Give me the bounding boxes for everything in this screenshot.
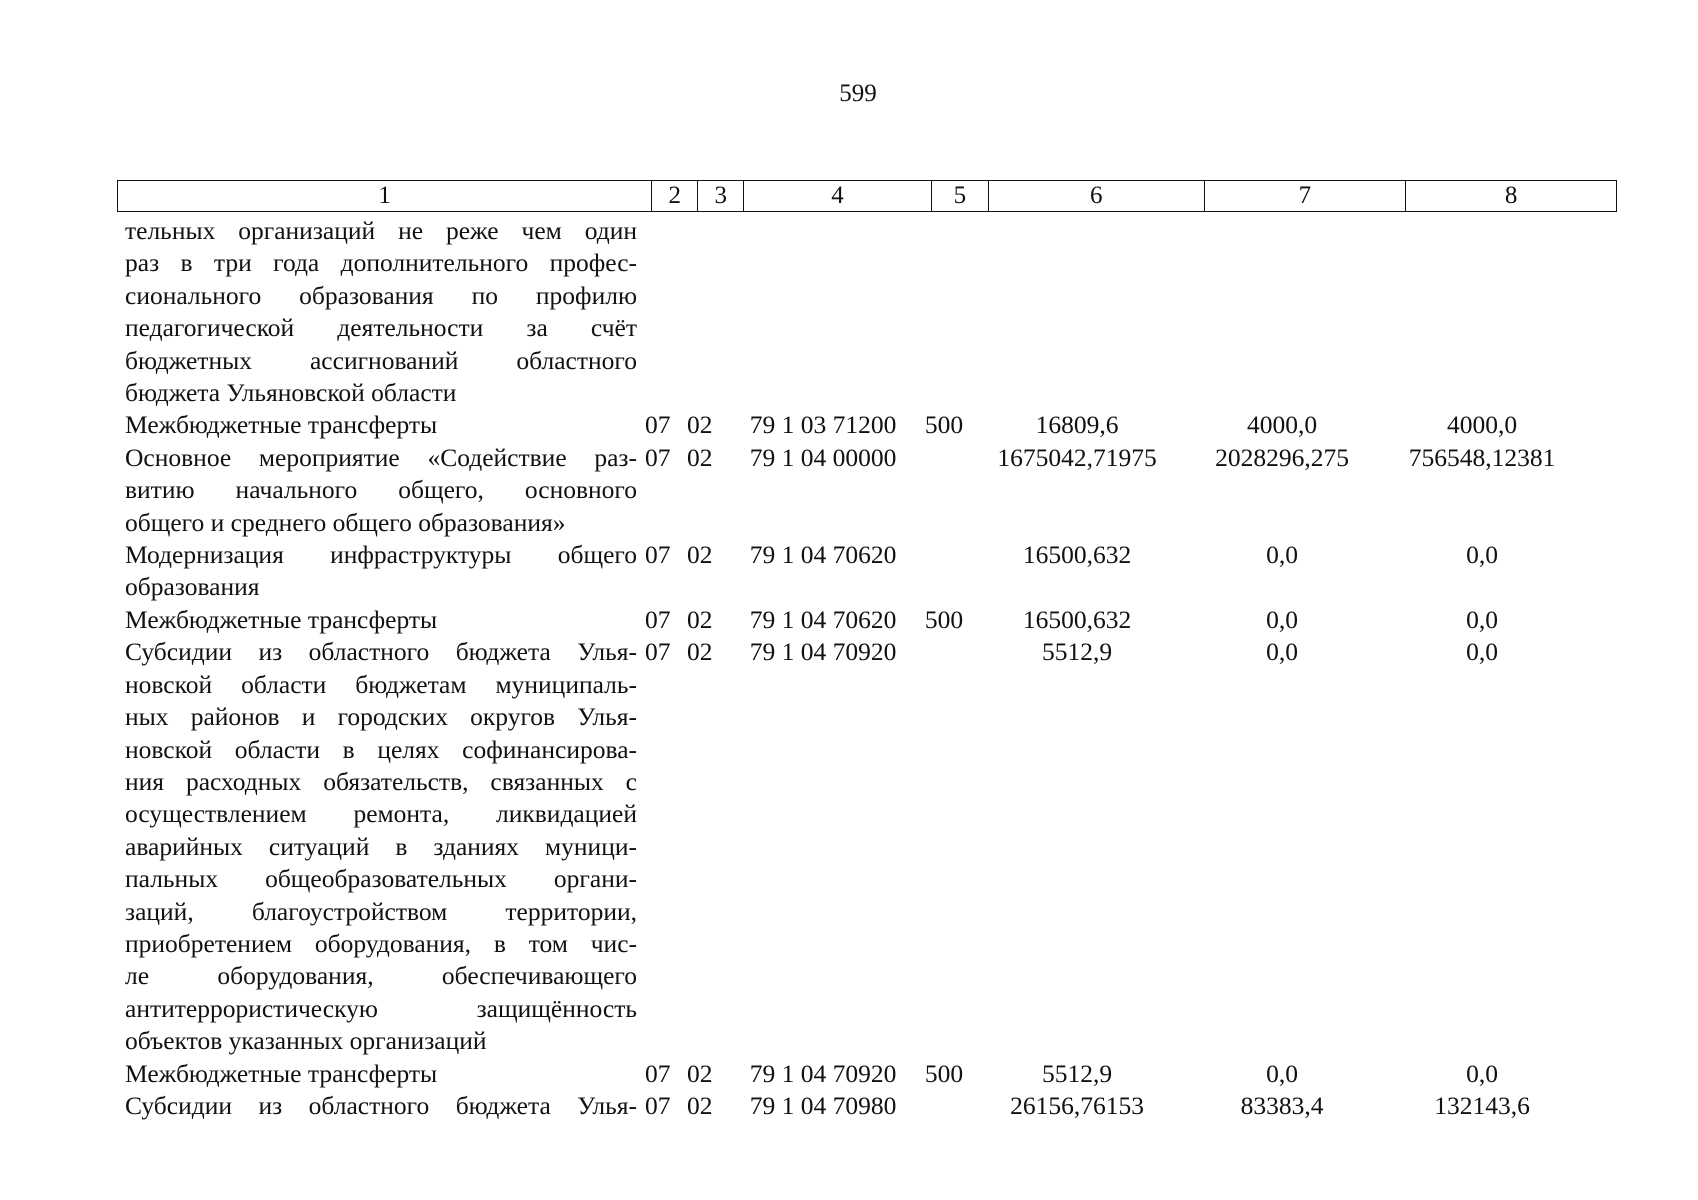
description-line: антитеррористическую защищённость	[125, 993, 637, 1023]
expense-type-code	[917, 636, 971, 1057]
section-code: 07	[645, 637, 671, 667]
amount-col-6: 16809,6	[1035, 410, 1119, 440]
expense-type-code	[917, 215, 971, 409]
amount-col-6: 5512,9	[1041, 637, 1113, 667]
amount-col-6: 16500,632	[1022, 604, 1132, 634]
target-article-code	[729, 215, 917, 409]
target-article-code: 79 1 04 70620	[749, 604, 897, 634]
amount-col-6: 5512,9	[1041, 1058, 1113, 1088]
table-row	[125, 215, 1625, 409]
expense-type-code: 500	[924, 604, 964, 634]
target-article-code: 79 1 04 00000	[749, 442, 897, 472]
amount-col-8: 0,0	[1466, 1058, 1498, 1088]
row-description	[125, 215, 637, 409]
description-line: Субсидии из областного бюджета Улья-	[125, 637, 637, 667]
description-line: педагогической деятельности за счёт	[125, 313, 637, 343]
target-article-code: 79 1 04 70620	[749, 540, 897, 570]
description-line: Модернизация инфраструктуры общего	[125, 540, 637, 570]
amount-col-7: 2028296,275	[1215, 442, 1349, 472]
target-article-code: 79 1 04 70980	[749, 1090, 897, 1120]
target-article-code: 79 1 04 70920	[749, 637, 897, 667]
target-article-code: 79 1 03 71200	[749, 410, 897, 440]
header-cell: 4	[744, 181, 932, 211]
amount-col-8: 0,0	[1466, 637, 1498, 667]
table-row	[125, 442, 1625, 539]
subsection-code: 02	[687, 637, 713, 667]
description-line: новской области бюджетам муниципаль-	[125, 669, 637, 699]
subsection-code: 02	[687, 1090, 713, 1120]
section-code: 07	[645, 540, 671, 570]
subsection-code: 02	[687, 540, 713, 570]
table-header	[117, 180, 1617, 212]
row-description	[125, 604, 637, 636]
amount-col-7: 0,0	[1266, 604, 1298, 634]
subsection-code: 02	[687, 410, 713, 440]
expense-type-code: 500	[924, 1058, 964, 1088]
description-line: витию начального общего, основного	[125, 475, 637, 505]
description-line: раз в три года дополнительного профес-	[125, 248, 637, 278]
description-line: ле оборудования, обеспечивающего	[125, 961, 637, 991]
amount-col-6: 16500,632	[1022, 540, 1132, 570]
amount-col-7: 0,0	[1266, 1058, 1298, 1088]
table-row	[125, 409, 1625, 441]
header-cell: 2	[652, 181, 698, 211]
row-description	[125, 539, 637, 604]
expense-type-code	[917, 442, 971, 539]
page-number: 599	[839, 80, 877, 107]
table-row	[125, 1090, 1625, 1122]
amount-col-6	[971, 215, 1183, 409]
amount-col-7: 83383,4	[1240, 1090, 1324, 1120]
table-row	[125, 1058, 1625, 1090]
description-line: ных районов и городских округов Улья-	[125, 702, 637, 732]
table-row	[125, 539, 1625, 604]
section-code	[637, 215, 683, 409]
header-cell: 1	[118, 181, 652, 211]
amount-col-8: 0,0	[1466, 540, 1498, 570]
description-line: Межбюджетные трансферты	[125, 604, 438, 634]
row-description	[125, 636, 637, 1057]
description-line: приобретением оборудования, в том чис-	[125, 928, 637, 958]
description-line: сионального образования по профилю	[125, 280, 637, 310]
expense-type-code: 500	[924, 410, 964, 440]
row-description	[125, 442, 637, 539]
amount-col-6: 1675042,71975	[997, 442, 1157, 472]
amount-col-8	[1381, 215, 1583, 409]
description-line: заций, благоустройством территории,	[125, 896, 637, 926]
description-line: Межбюджетные трансферты	[125, 410, 438, 440]
table-row	[125, 636, 1625, 1057]
amount-col-6: 26156,76153	[1010, 1090, 1144, 1120]
amount-col-8: 0,0	[1466, 604, 1498, 634]
description-line: объектов указанных организаций	[125, 1026, 487, 1056]
expense-type-code	[917, 1090, 971, 1122]
description-line: осуществлением ремонта, ликвидацией	[125, 799, 637, 829]
description-line: Основное мероприятие «Содействие раз-	[125, 442, 637, 472]
amount-col-7: 0,0	[1266, 637, 1298, 667]
amount-col-8: 132143,6	[1434, 1090, 1530, 1120]
description-line: бюджетных ассигнований областного	[125, 345, 637, 375]
table-row	[125, 604, 1625, 636]
amount-col-8: 756548,12381	[1408, 442, 1556, 472]
row-description	[125, 1090, 637, 1122]
header-cell: 8	[1504, 182, 1518, 209]
target-article-code: 79 1 04 70920	[749, 1058, 897, 1088]
row-description	[125, 1058, 637, 1090]
description-line: аварийных ситуаций в зданиях муници-	[125, 831, 637, 861]
header-cell: 3	[698, 181, 744, 211]
description-line: общего и среднего общего образования»	[125, 507, 566, 537]
description-line: Межбюджетные трансферты	[125, 1058, 438, 1088]
section-code: 07	[645, 1058, 671, 1088]
description-line: пальных общеобразовательных органи-	[125, 864, 637, 894]
header-cell: 6	[989, 181, 1205, 211]
table-body	[125, 215, 1625, 1122]
subsection-code: 02	[687, 442, 713, 472]
description-line: тельных организаций не реже чем один	[125, 216, 637, 245]
section-code: 07	[645, 1090, 671, 1120]
description-line: Субсидии из областного бюджета Улья-	[125, 1090, 637, 1120]
section-code: 07	[645, 604, 671, 634]
row-description	[125, 409, 637, 441]
amount-col-8: 4000,0	[1446, 410, 1518, 440]
header-cell: 7	[1205, 181, 1407, 211]
amount-col-7	[1183, 215, 1381, 409]
section-code: 07	[645, 410, 671, 440]
header-cell: 5	[932, 181, 989, 211]
subsection-code	[683, 215, 729, 409]
section-code: 07	[645, 442, 671, 472]
description-line: новской области в целях софинансирова-	[125, 734, 637, 764]
description-line: бюджета Ульяновской области	[125, 378, 457, 408]
description-line: образования	[125, 572, 260, 602]
subsection-code: 02	[687, 604, 713, 634]
amount-col-7: 0,0	[1266, 540, 1298, 570]
expense-type-code	[917, 539, 971, 604]
subsection-code: 02	[687, 1058, 713, 1088]
description-line: ния расходных обязательств, связанных с	[125, 766, 637, 796]
amount-col-7: 4000,0	[1246, 410, 1318, 440]
